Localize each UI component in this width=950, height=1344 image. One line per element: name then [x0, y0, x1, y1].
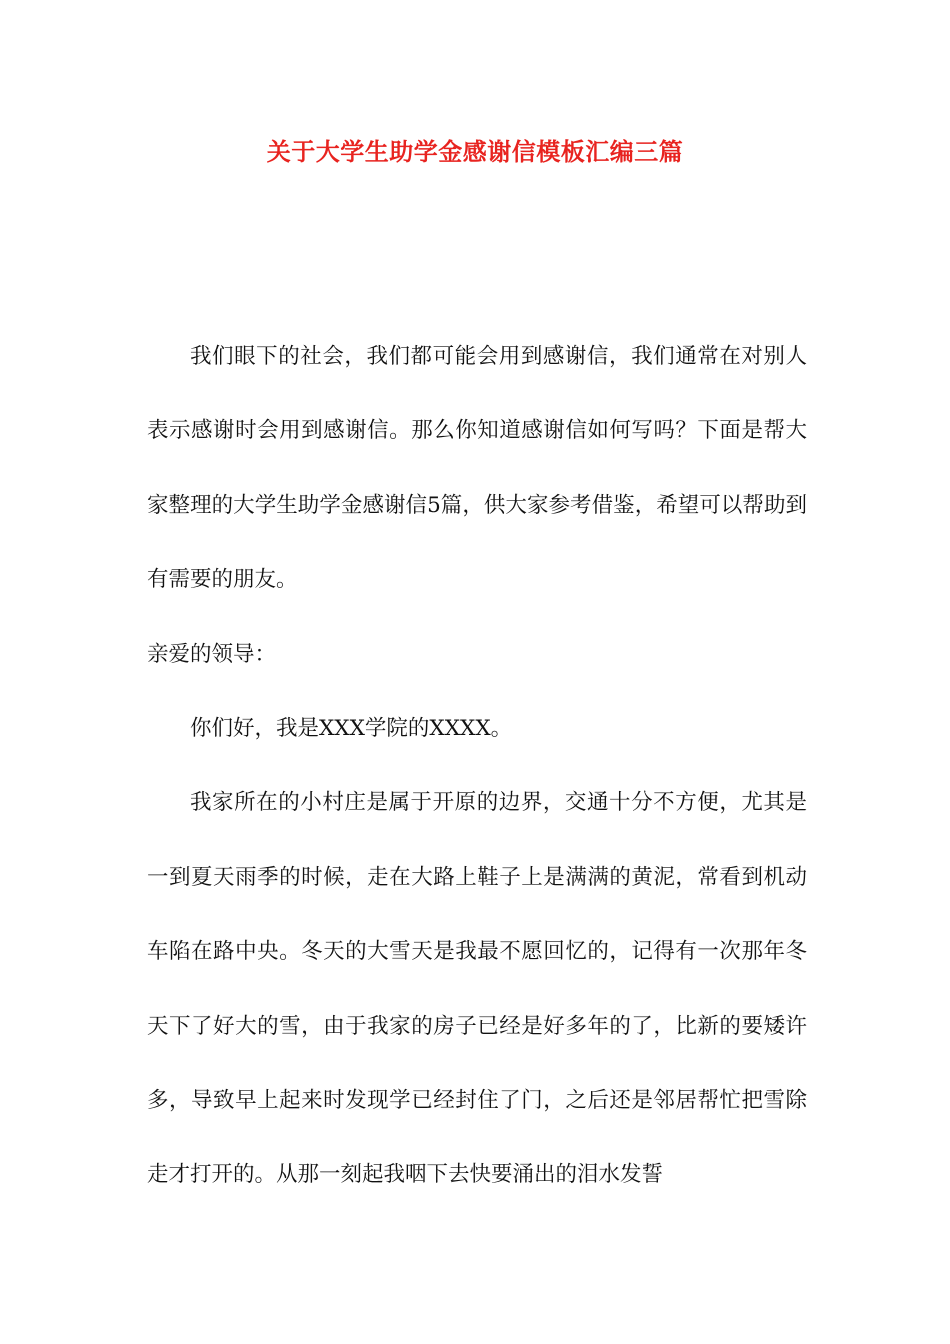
intro-paragraph: 我们眼下的社会，我们都可能会用到感谢信，我们通常在对别人表示感谢时会用到感谢信。那么你知道感谢信如何写吗？下面是帮大家整理的大学生助学金感谢信5篇，供大家参考借鉴，希望可以帮助到有需要的朋友。 — [147, 344, 807, 593]
document-title: 关于大学生助学金感谢信模板汇编三篇 — [266, 137, 684, 166]
story-paragraph: 我家所在的小村庄是属于开原的边界，交通十分不方便，尤其是一到夏天雨季的时候，走在大路上鞋子上是满满的黄泥，常看到机动车陷在路中央。冬天的大雪天是我最不愿回忆的，记得有一次那年冬天下了好大的雪，由于我家的房子已经是好多年的了，比新的要矮许多，导致早上起来时发现学已经封住了门，之后还是邻居帮忙把雪除走才打开的。从那一刻起我咽下去快要涌出的泪水发誓 — [147, 790, 807, 1188]
greeting-paragraph: 你们好，我是XXX学院的XXXX。 — [190, 716, 513, 742]
document-body — [147, 320, 807, 1213]
salutation: 亲爱的领导： — [147, 641, 277, 667]
